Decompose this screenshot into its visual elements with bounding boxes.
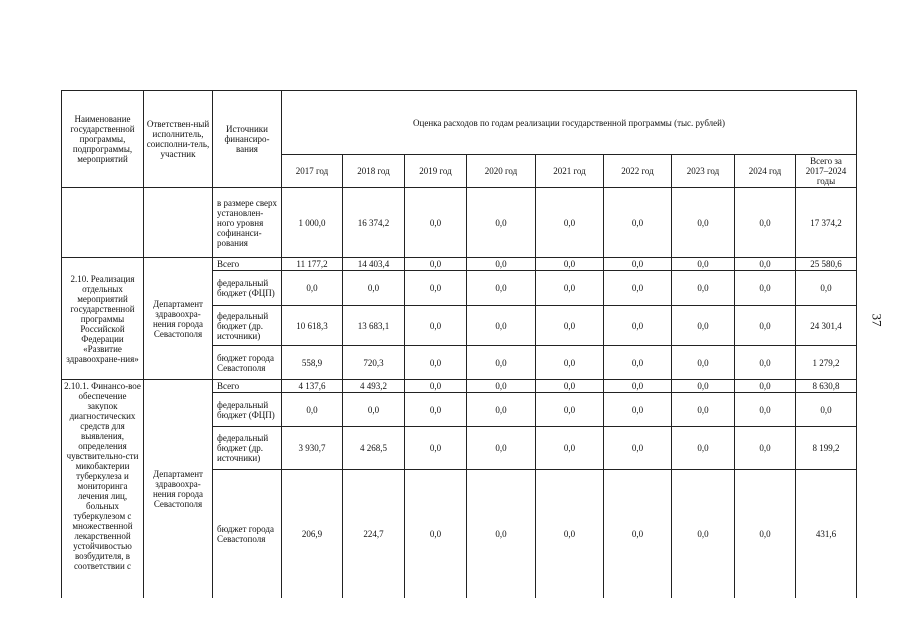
- total-cell: 1 279,2: [796, 346, 857, 380]
- page-number: 37: [869, 313, 885, 327]
- value-cell: 0,0: [735, 427, 796, 470]
- value-cell: 0,0: [343, 271, 405, 306]
- value-cell: 4 268,5: [343, 427, 405, 470]
- source-cell: в размере сверх установлен-ного уровня софинанси-рования: [213, 188, 282, 258]
- value-cell: 0,0: [467, 346, 536, 380]
- value-cell: 0,0: [405, 258, 467, 271]
- source-cell: Всего: [213, 258, 282, 271]
- table-row: [62, 258, 857, 271]
- total-cell: 8 199,2: [796, 427, 857, 470]
- value-cell: 0,0: [467, 427, 536, 470]
- value-cell: 0,0: [467, 380, 536, 393]
- value-cell: 3 930,7: [282, 427, 343, 470]
- value-cell: 4 493,2: [343, 380, 405, 393]
- year-header: 2023 год: [672, 155, 735, 188]
- value-cell: 0,0: [604, 427, 672, 470]
- value-cell: 0,0: [405, 380, 467, 393]
- value-cell: 206,9: [282, 470, 343, 598]
- source-cell: федеральный бюджет (др. источники): [213, 306, 282, 346]
- value-cell: 0,0: [604, 306, 672, 346]
- value-cell: 0,0: [467, 306, 536, 346]
- value-cell: 0,0: [672, 393, 735, 427]
- value-cell: 0,0: [536, 346, 604, 380]
- source-cell: федеральный бюджет (др. источники): [213, 427, 282, 470]
- value-cell: 0,0: [282, 271, 343, 306]
- value-cell: 0,0: [282, 393, 343, 427]
- value-cell: 0,0: [672, 188, 735, 258]
- value-cell: 0,0: [467, 470, 536, 598]
- value-cell: 0,0: [467, 393, 536, 427]
- value-cell: 0,0: [672, 258, 735, 271]
- header-row-1: [62, 91, 857, 155]
- value-cell: 0,0: [536, 271, 604, 306]
- responsible-cell: Департамент здравоохра-нения города Севастополя: [144, 380, 213, 598]
- value-cell: 0,0: [672, 346, 735, 380]
- value-cell: 0,0: [604, 346, 672, 380]
- total-cell: 0,0: [796, 393, 857, 427]
- value-cell: 0,0: [735, 258, 796, 271]
- value-cell: 0,0: [672, 306, 735, 346]
- value-cell: 0,0: [536, 380, 604, 393]
- value-cell: 0,0: [604, 393, 672, 427]
- source-cell: Всего: [213, 380, 282, 393]
- value-cell: 0,0: [405, 188, 467, 258]
- value-cell: 0,0: [405, 271, 467, 306]
- source-cell: федеральный бюджет (ФЦП): [213, 271, 282, 306]
- value-cell: 11 177,2: [282, 258, 343, 271]
- value-cell: 0,0: [405, 470, 467, 598]
- value-cell: 10 618,3: [282, 306, 343, 346]
- budget-table: [61, 90, 857, 598]
- total-cell: 25 580,6: [796, 258, 857, 271]
- value-cell: 13 683,1: [343, 306, 405, 346]
- value-cell: 0,0: [735, 380, 796, 393]
- source-cell: федеральный бюджет (ФЦП): [213, 393, 282, 427]
- value-cell: 0,0: [536, 470, 604, 598]
- value-cell: 16 374,2: [343, 188, 405, 258]
- col-source-header: Источники финансиро-вания: [213, 91, 282, 188]
- value-cell: 0,0: [536, 306, 604, 346]
- value-cell: 720,3: [343, 346, 405, 380]
- value-cell: 0,0: [405, 346, 467, 380]
- value-cell: 1 000,0: [282, 188, 343, 258]
- value-cell: 0,0: [604, 470, 672, 598]
- value-cell: 0,0: [735, 188, 796, 258]
- value-cell: 0,0: [672, 427, 735, 470]
- year-header: 2024 год: [735, 155, 796, 188]
- source-cell: бюджет города Севастополя: [213, 346, 282, 380]
- total-cell: 0,0: [796, 271, 857, 306]
- value-cell: 0,0: [604, 258, 672, 271]
- table-row: [62, 380, 857, 393]
- col-estimate-header: Оценка расходов по годам реализации государственной программы (тыс. рублей): [282, 91, 857, 155]
- value-cell: 0,0: [405, 427, 467, 470]
- responsible-cell: [144, 188, 213, 258]
- measure-name-cell: 2.10. Реализация отдельных мероприятий государственной программы Российской Федерации «Развитие здравоохране-ния»: [62, 258, 144, 380]
- value-cell: 0,0: [735, 393, 796, 427]
- value-cell: 0,0: [735, 306, 796, 346]
- value-cell: 0,0: [604, 271, 672, 306]
- value-cell: 224,7: [343, 470, 405, 598]
- table-row: [62, 188, 857, 258]
- year-header: 2018 год: [343, 155, 405, 188]
- year-header: 2022 год: [604, 155, 672, 188]
- value-cell: 0,0: [604, 188, 672, 258]
- value-cell: 0,0: [604, 380, 672, 393]
- total-header: Всего за 2017–2024 годы: [796, 155, 857, 188]
- value-cell: 0,0: [405, 393, 467, 427]
- value-cell: 0,0: [536, 427, 604, 470]
- col-responsible-header: Ответствен-ный исполнитель, соисполни-тель, участник: [144, 91, 213, 188]
- value-cell: 0,0: [536, 188, 604, 258]
- value-cell: 4 137,6: [282, 380, 343, 393]
- value-cell: 0,0: [405, 306, 467, 346]
- year-header: 2019 год: [405, 155, 467, 188]
- year-header: 2021 год: [536, 155, 604, 188]
- value-cell: 0,0: [735, 346, 796, 380]
- col-name-header: Наименование государственной программы, подпрограммы, мероприятий: [62, 91, 144, 188]
- value-cell: 0,0: [467, 258, 536, 271]
- total-cell: 8 630,8: [796, 380, 857, 393]
- value-cell: 14 403,4: [343, 258, 405, 271]
- year-header: 2020 год: [467, 155, 536, 188]
- value-cell: 0,0: [467, 188, 536, 258]
- total-cell: 17 374,2: [796, 188, 857, 258]
- value-cell: 0,0: [735, 470, 796, 598]
- source-cell: бюджет города Севастополя: [213, 470, 282, 598]
- value-cell: 0,0: [735, 271, 796, 306]
- value-cell: 0,0: [672, 380, 735, 393]
- total-cell: 24 301,4: [796, 306, 857, 346]
- year-header: 2017 год: [282, 155, 343, 188]
- value-cell: 558,9: [282, 346, 343, 380]
- value-cell: 0,0: [536, 393, 604, 427]
- value-cell: 0,0: [536, 258, 604, 271]
- value-cell: 0,0: [672, 470, 735, 598]
- responsible-cell: Департамент здравоохра-нения города Севастополя: [144, 258, 213, 380]
- total-cell: 431,6: [796, 470, 857, 598]
- value-cell: 0,0: [467, 271, 536, 306]
- value-cell: 0,0: [672, 271, 735, 306]
- name-cell: [62, 188, 144, 258]
- measure-name-cell: 2.10.1. Финансо-вое обеспечение закупок диагностических средств для выявления, определения чувствительно-сти микобактерии туберкулеза и мониторинга лечения лиц, больных туберкулезом с множественной лекарственной устойчивостью возбудителя, в соответствии с: [62, 380, 144, 598]
- value-cell: 0,0: [343, 393, 405, 427]
